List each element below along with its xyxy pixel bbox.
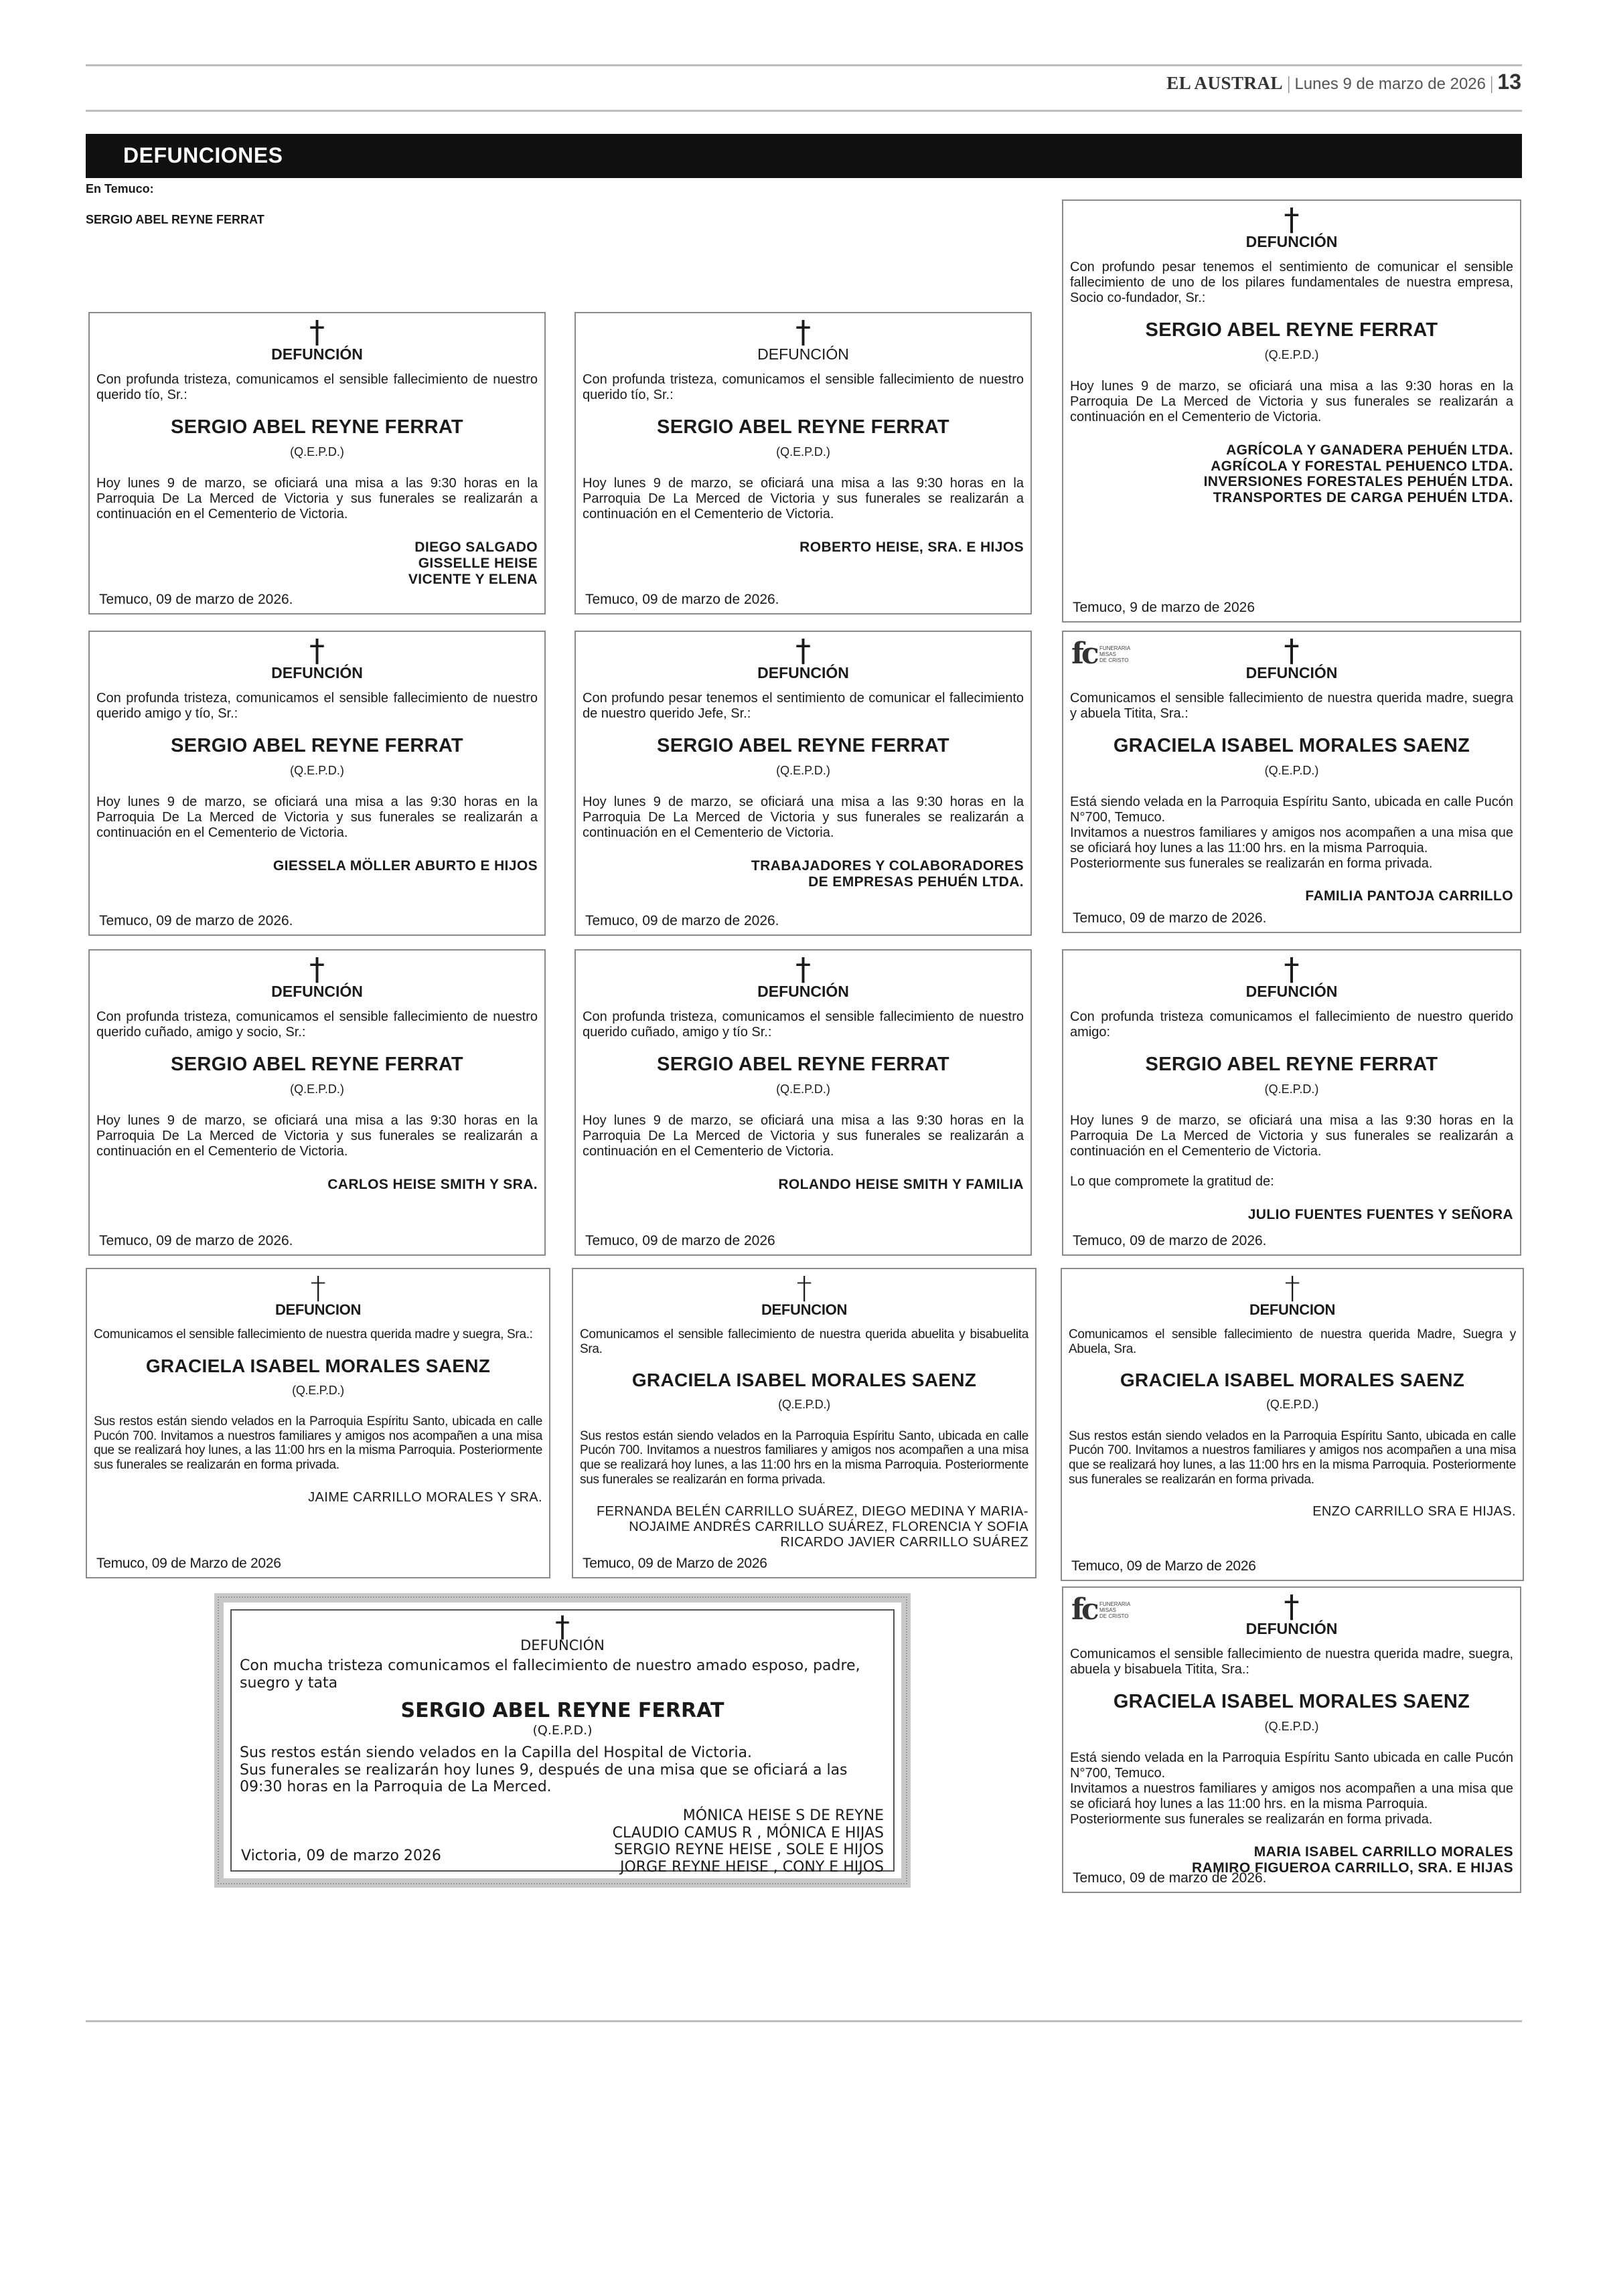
cross-icon: † [796, 1270, 812, 1306]
cross-icon: † [795, 314, 811, 350]
funeraria-text: FUNERARIA MISAS DE CRISTO [1099, 1601, 1131, 1619]
qepd-label: (Q.E.P.D.) [1264, 347, 1319, 361]
obituary-notice [575, 631, 1032, 936]
funeraria-mark: fc [1071, 1592, 1097, 1627]
cross-icon: † [1284, 201, 1300, 238]
framed-signers: MÓNICA HEISE S DE REYNE CLAUDIO CAMUS R , MÓNICA E HIJAS SERGIO REYNE HEISE , SOLE E HIJOS JORGE REYNE HEISE , CONY E HIJOS [612, 1807, 884, 1876]
cross-icon: † [555, 1610, 570, 1644]
obituary-notice [88, 949, 546, 1256]
obituary-notice [1062, 949, 1521, 1256]
framed-notice [214, 1593, 911, 1888]
obituary-notice [575, 949, 1032, 1256]
notice-heading: DEFUNCION [275, 1301, 362, 1318]
notice-heading: DEFUNCIÓN [1245, 233, 1338, 250]
notice-lead: Con profunda tristeza comunicamos el fallecimiento de nuestro querido amigo: [1070, 1009, 1513, 1040]
funeraria-text: FUNERARIA MISAS DE CRISTO [1099, 645, 1131, 663]
notice-body: Hoy lunes 9 de marzo, se oficiará una misa a las 9:30 horas en la Parroquia De La Merced de Victoria y sus funerales se realizarán a continuación en el Cementerio de Victoria. [583, 476, 1024, 521]
cross-icon: † [309, 633, 325, 669]
qepd-label: (Q.E.P.D.) [1264, 763, 1319, 777]
framed-body: Sus restos están siendo velados en la Capilla del Hospital de Victoria. Sus funerales se realizarán hoy lunes 9, después de una misa que se oficiará a las 09:30 horas en la Parroquia de La Merced. [240, 1744, 848, 1796]
funeraria-logo-icon [1071, 637, 1132, 672]
deceased-name: SERGIO ABEL REYNE FERRAT [171, 734, 463, 756]
section-header [86, 134, 1522, 178]
notice-signers: JULIO FUENTES FUENTES Y SEÑORA [1247, 1206, 1513, 1222]
qepd-label: (Q.E.P.D.) [1264, 1719, 1319, 1733]
notice-footer: Temuco, 09 de marzo de 2026 [585, 1233, 775, 1249]
issue-date: Lunes 9 de marzo de 2026 [1294, 75, 1486, 93]
notice-footer: Temuco, 09 de Marzo de 2026 [96, 1556, 281, 1572]
notice-body: Está siendo velada en la Parroquia Espíritu Santo ubicada en calle Pucón N°700, Temuco. Invitamos a nuestros familiares y amigos nos acompañen a una misa que se oficiará hoy lunes a las 11:00 hrs. en la misma Parroquia. Posteriormente sus funerales se realizarán en forma privada. [1070, 1750, 1513, 1827]
notice-signers: TRABAJADORES Y COLABORADORES DE EMPRESAS PEHUÉN LTDA. [751, 857, 1024, 890]
top-rule [86, 64, 1522, 66]
notice-footer: Temuco, 09 de marzo de 2026. [1073, 910, 1267, 926]
page-number: 13 [1497, 70, 1521, 94]
notice-heading: DEFUNCION [761, 1301, 848, 1318]
notice-signers: MARIA ISABEL CARRILLO MORALES RAMIRO FIGUEROA CARRILLO, SRA. E HIJAS [1192, 1844, 1513, 1876]
notice-heading: DEFUNCIÓN [271, 664, 363, 681]
notice-footer: Temuco, 09 de Marzo de 2026 [1071, 1558, 1256, 1574]
section-title: DEFUNCIONES [123, 143, 283, 167]
obituary-notice [572, 1268, 1037, 1578]
obituary-notice [1061, 1268, 1524, 1581]
deceased-name: SERGIO ABEL REYNE FERRAT [657, 416, 949, 438]
qepd-label: (Q.E.P.D.) [1266, 1398, 1318, 1412]
notice-body: Hoy lunes 9 de marzo, se oficiará una misa a las 9:30 horas en la Parroquia De La Merced de Victoria y sus funerales se realizarán a continuación en el Cementerio de Victoria. [96, 1113, 538, 1159]
deceased-name: GRACIELA ISABEL MORALES SAENZ [631, 1370, 977, 1391]
notice-signers: ROLANDO HEISE SMITH Y FAMILIA [778, 1176, 1024, 1192]
cross-icon: † [1284, 1588, 1300, 1625]
bottom-rule [86, 2020, 1522, 2022]
notice-lead: Comunicamos el sensible fallecimiento de nuestra querida madre, suegra, abuela y bisabuela Titita, Sra.: [1070, 1647, 1513, 1677]
notice-body: Sus restos están siendo velados en la Parroquia Espíritu Santo, ubicada en calle Pucón 700. Invitamos a nuestros familiares y amigos nos acompañen a una misa que se realizará hoy lunes, a las 11:00 hrs en la misma Parroquia. Posteriormente sus funerales se realizarán en forma privada. [580, 1428, 1028, 1487]
notice-footer: Temuco, 09 de marzo de 2026. [1073, 1233, 1267, 1249]
cross-icon: † [1284, 1270, 1300, 1306]
notice-body: Hoy lunes 9 de marzo, se oficiará una misa a las 9:30 horas en la Parroquia De La Merced de Victoria y sus funerales se realizarán a continuación en el Cementerio de Victoria. [1070, 1113, 1513, 1159]
notice-signers: JAIME CARRILLO MORALES Y SRA. [308, 1489, 542, 1505]
qepd-label: (Q.E.P.D.) [290, 444, 344, 459]
notice-footer: Temuco, 09 de marzo de 2026. [99, 1233, 293, 1249]
qepd-label: (Q.E.P.D.) [292, 1383, 344, 1397]
deceased-name: GRACIELA ISABEL MORALES SAENZ [1120, 1370, 1465, 1391]
obituary-notice [1062, 199, 1521, 623]
qepd-label: (Q.E.P.D.) [776, 763, 830, 777]
masthead-rule [86, 110, 1522, 112]
notice-lead: Comunicamos el sensible fallecimiento de nuestra querida madre, suegra y abuela Titita, Sra.: [1070, 691, 1513, 722]
framed-heading: DEFUNCIÓN [520, 1637, 605, 1653]
notice-signers: FERNANDA BELÉN CARRILLO SUÁREZ, DIEGO MEDINA Y MARIA- NOJAIME ANDRÉS CARRILLO SUÁREZ, FLORENCIA Y SOFIA RICARDO JAVIER CARRILLO SUÁREZ [596, 1504, 1028, 1550]
notice-heading: DEFUNCIÓN [271, 983, 363, 1000]
publication-name: EL AUSTRAL [1166, 73, 1284, 93]
notice-body: Hoy lunes 9 de marzo, se oficiará una misa a las 9:30 horas en la Parroquia De La Merced de Victoria y sus funerales se realizarán a continuación en el Cementerio de Victoria. [96, 476, 538, 521]
deceased-name: SERGIO ABEL REYNE FERRAT [171, 416, 463, 438]
qepd-label: (Q.E.P.D.) [290, 763, 344, 777]
cross-icon: † [309, 314, 325, 350]
cross-icon: † [309, 951, 325, 987]
framed-deceased-name: SERGIO ABEL REYNE FERRAT [400, 1699, 724, 1723]
obituary-notice [88, 312, 546, 614]
notice-lead: Con profundo pesar tenemos el sentimiento de comunicar el sensible fallecimiento de uno de los pilares fundamentales de nuestra empresa, Socio co-fundador, Sr.: [1070, 260, 1513, 305]
notice-footer: Temuco, 9 de marzo de 2026 [1073, 600, 1255, 616]
notice-body: Hoy lunes 9 de marzo, se oficiará una misa a las 9:30 horas en la Parroquia De La Merced de Victoria y sus funerales se realizarán a continuación en el Cementerio de Victoria. [583, 795, 1024, 840]
qepd-label: (Q.E.P.D.) [776, 444, 830, 459]
funeraria-mark: fc [1071, 637, 1097, 671]
framed-lead: Con mucha tristeza comunicamos el fallecimiento de nuestro amado esposo, padre, suegro y tata [240, 1657, 860, 1692]
qepd-label: (Q.E.P.D.) [778, 1398, 830, 1412]
obituary-notice [1062, 631, 1521, 933]
notice-signers: AGRÍCOLA Y GANADERA PEHUÉN LTDA. AGRÍCOLA Y FORESTAL PEHUENCO LTDA. INVERSIONES FORESTALES PEHUÉN LTDA. TRANSPORTES DE CARGA PEHUÉN LTDA. [1203, 442, 1513, 506]
notice-signers: DIEGO SALGADO GISSELLE HEISE VICENTE Y ELENA [408, 539, 538, 587]
notice-signers: ROBERTO HEISE, SRA. E HIJOS [799, 539, 1024, 555]
notice-lead: Con profunda tristeza, comunicamos el sensible fallecimiento de nuestro querido tío, Sr.: [96, 372, 538, 403]
qepd-label: (Q.E.P.D.) [1264, 1082, 1319, 1096]
notice-body: Hoy lunes 9 de marzo, se oficiará una misa a las 9:30 horas en la Parroquia De La Merced de Victoria y sus funerales se realizarán a continuación en el Cementerio de Victoria. [583, 1113, 1024, 1159]
notice-body: Hoy lunes 9 de marzo, se oficiará una misa a las 9:30 horas en la Parroquia De La Merced de Victoria y sus funerales se realizarán a continuación en el Cementerio de Victoria. [96, 795, 538, 840]
qepd-label: (Q.E.P.D.) [776, 1082, 830, 1096]
cross-icon: † [795, 633, 811, 669]
notice-footer: Temuco, 09 de marzo de 2026. [99, 592, 293, 608]
obituary-notice [575, 312, 1032, 614]
deceased-name: SERGIO ABEL REYNE FERRAT [1145, 1053, 1438, 1075]
cross-icon: † [1284, 633, 1300, 669]
framed-footer: Victoria, 09 de marzo 2026 [241, 1848, 441, 1865]
notice-lead: Con profundo pesar tenemos el sentimiento de comunicar el fallecimiento de nuestro querido Jefe, Sr.: [583, 691, 1024, 722]
framed-qepd: (Q.E.P.D.) [532, 1723, 593, 1738]
cross-icon: † [310, 1270, 326, 1306]
notice-heading: DEFUNCIÓN [271, 345, 363, 363]
notice-heading: DEFUNCIÓN [757, 983, 849, 1000]
notice-signers: ENZO CARRILLO SRA E HIJAS. [1312, 1504, 1516, 1520]
intro-name: SERGIO ABEL REYNE FERRAT [86, 213, 264, 226]
notice-lead: Con profunda tristeza, comunicamos el sensible fallecimiento de nuestro querido cuñado, amigo y socio, Sr.: [96, 1009, 538, 1040]
obituary-notice [1062, 1586, 1521, 1893]
notice-body: Hoy lunes 9 de marzo, se oficiará una misa a las 9:30 horas en la Parroquia De La Merced de Victoria y sus funerales se realizarán a continuación en el Cementerio de Victoria. [1070, 379, 1513, 424]
notice-signers: FAMILIA PANTOJA CARRILLO [1305, 888, 1513, 904]
deceased-name: GRACIELA ISABEL MORALES SAENZ [1113, 1690, 1470, 1712]
notice-body: Está siendo velada en la Parroquia Espíritu Santo, ubicada en calle Pucón N°700, Temuco. Invitamos a nuestros familiares y amigos nos acompañen a una misa que se oficiará hoy lunes a las 11:00 hrs. en la misma Parroquia. Posteriormente sus funerales se realizarán en forma privada. [1070, 795, 1513, 871]
deceased-name: GRACIELA ISABEL MORALES SAENZ [145, 1355, 491, 1376]
intro-location: En Temuco: [86, 182, 154, 195]
notice-extra: Lo que compromete la gratitud de: [1070, 1173, 1274, 1189]
masthead-separator: | [1490, 73, 1494, 93]
masthead [1166, 70, 1521, 94]
deceased-name: SERGIO ABEL REYNE FERRAT [1145, 319, 1438, 341]
notice-footer: Temuco, 09 de marzo de 2026. [99, 913, 293, 929]
notice-lead: Comunicamos el sensible fallecimiento de nuestra querida Madre, Suegra y Abuela, Sra. [1069, 1327, 1516, 1356]
deceased-name: SERGIO ABEL REYNE FERRAT [657, 1053, 949, 1075]
notice-lead: Con profunda tristeza, comunicamos el sensible fallecimiento de nuestro querido amigo y tío, Sr.: [96, 691, 538, 722]
notice-footer: Temuco, 09 de Marzo de 2026 [583, 1556, 767, 1572]
notice-signers: CARLOS HEISE SMITH Y SRA. [327, 1176, 538, 1192]
notice-heading: DEFUNCIÓN [757, 664, 849, 681]
cross-icon: † [1284, 951, 1300, 987]
notice-footer: Temuco, 09 de marzo de 2026. [1073, 1870, 1267, 1886]
framed-notice-inner [230, 1609, 895, 1876]
notice-lead: Con profunda tristeza, comunicamos el sensible fallecimiento de nuestro querido tío, Sr.: [583, 372, 1024, 403]
notice-lead: Comunicamos el sensible fallecimiento de nuestra querida madre y suegra, Sra.: [94, 1327, 533, 1342]
notice-heading: DEFUNCIÓN [757, 345, 849, 363]
notice-body: Sus restos están siendo velados en la Parroquia Espíritu Santo, ubicada en calle Pucón 700. Invitamos a nuestros familiares y amigos nos acompañen a una misa que se realizará hoy lunes, a las 11:00 hrs en la misma Parroquia. Posteriormente sus funerales se realizarán en forma privada. [1069, 1428, 1516, 1487]
deceased-name: GRACIELA ISABEL MORALES SAENZ [1113, 734, 1470, 756]
notice-footer: Temuco, 09 de marzo de 2026. [585, 913, 779, 929]
notice-heading: DEFUNCIÓN [1245, 1620, 1338, 1637]
notice-lead: Comunicamos el sensible fallecimiento de nuestra querida abuelita y bisabuelita Sra. [580, 1327, 1028, 1356]
obituary-notice [86, 1268, 550, 1578]
cross-icon: † [795, 951, 811, 987]
obituary-notice [88, 631, 546, 936]
notice-footer: Temuco, 09 de marzo de 2026. [585, 592, 779, 608]
deceased-name: SERGIO ABEL REYNE FERRAT [171, 1053, 463, 1075]
notice-lead: Con profunda tristeza, comunicamos el sensible fallecimiento de nuestro querido cuñado, amigo y tío Sr.: [583, 1009, 1024, 1040]
notice-heading: DEFUNCIÓN [1245, 664, 1338, 681]
notice-heading: DEFUNCION [1249, 1301, 1336, 1318]
deceased-name: SERGIO ABEL REYNE FERRAT [657, 734, 949, 756]
masthead-separator: | [1287, 73, 1291, 93]
funeraria-logo-icon [1071, 1592, 1132, 1628]
notice-body: Sus restos están siendo velados en la Parroquia Espíritu Santo, ubicada en calle Pucón 700. Invitamos a nuestros familiares y amigos nos acompañen a una misa que se realizará hoy lunes, a las 11:00 hrs en la misma Parroquia. Posteriormente sus funerales se realizarán en forma privada. [94, 1414, 542, 1473]
notice-signers: GIESSELA MÖLLER ABURTO E HIJOS [273, 857, 538, 874]
notice-heading: DEFUNCIÓN [1245, 983, 1338, 1000]
qepd-label: (Q.E.P.D.) [290, 1082, 344, 1096]
